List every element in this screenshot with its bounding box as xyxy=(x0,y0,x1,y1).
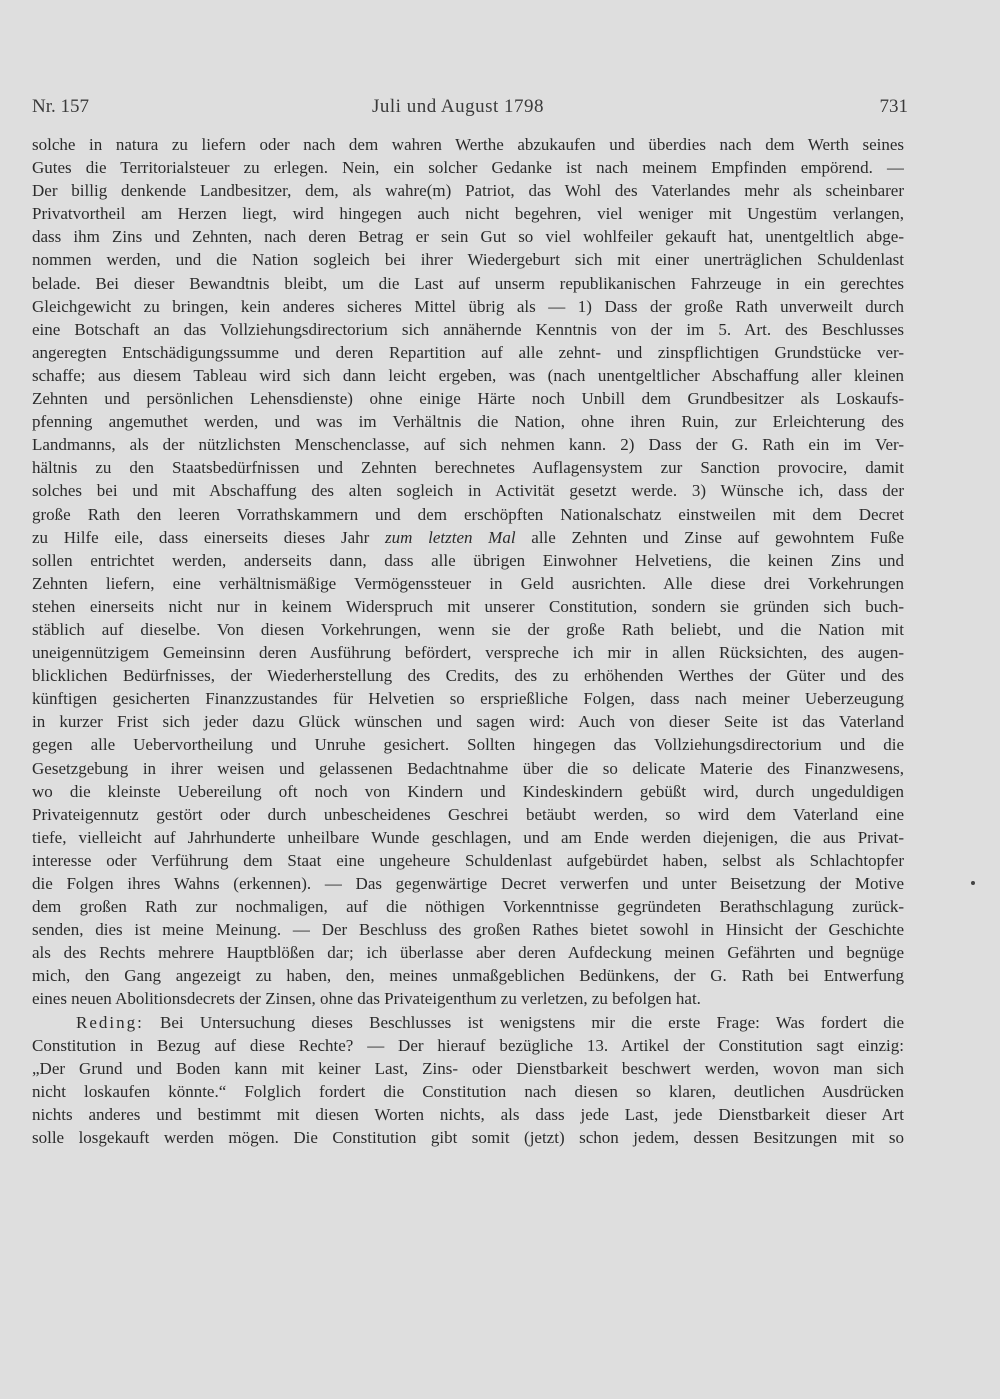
text-line: nichts anderes und bestimmt mit diesen Worten nichts, als dass jede Last, jede Dienstbarkeit dieser Art xyxy=(32,1104,904,1124)
text-line: dem großen Rath zur nochmaligen, auf die nöthigen Vorkenntnisse gegründeten Berathschlagung zurück- xyxy=(32,897,904,917)
page-header xyxy=(32,96,908,122)
text-line: senden, dies ist meine Meinung. — Der Beschluss des großen Rathes bietet sowohl in Hinsicht der Geschichte xyxy=(32,920,904,940)
text-line: die Folgen ihres Wahns (erkennen). — Das gegenwärtige Decret verwerfen und unter Beisetzung der Motive xyxy=(32,874,904,893)
text-line: pfenning angemuthet werden, und was im Verhältnis die Nation, ohne ihren Ruin, zur Erleichterung des xyxy=(32,412,904,432)
text-line: tiefe, vielleicht auf Jahrhunderte unheilbare Wunde geschlagen, und am Ende werden diejenigen, die aus Privat- xyxy=(32,827,904,847)
text-line: solche in natura zu liefern oder nach dem wahren Werthe abzukaufen und überdies nach dem Werth seines xyxy=(32,135,904,154)
text-line: belade. Bei dieser Bewandtnis bleibt, um die Last auf unserm republikanischen Fahrzeuge in ein gerechtes xyxy=(32,273,904,293)
text-line: gegen alle Uebervortheilung und Unruhe gesichert. Sollten hingegen das Vollziehungsdirectorium und die xyxy=(32,735,904,755)
text-line: nicht loskaufen könnte.“ Folglich fordert die Constitution nach diesen so klaren, deutlichen Ausdrücken xyxy=(32,1081,904,1101)
text-line: eine Botschaft an das Vollziehungsdirectorium sich annähernde Kenntnis von der im 5. Art. des Beschlusses xyxy=(32,319,904,339)
margin-mark xyxy=(971,881,975,885)
text-line: als des Rechts mehrere Hauptblößen dar; ich überlasse aber deren Aufdeckung meinen Gefährten und begnüge xyxy=(32,943,904,963)
text-line: Gutes die Territorialsteuer zu erlegen. Nein, ein solcher Gedanke ist nach meinem Empfinden empörend. — xyxy=(32,158,904,178)
text-line: Zehnten liefern, eine verhältnismäßige Vermögenssteuer in Geld ausrichten. Alle diese drei Vorkehrungen xyxy=(32,573,904,593)
text-line: uneigennützigem Gemeinsinn deren Ausführung befördert, verspreche ich mir in allen Rücksichten, des augen- xyxy=(32,643,904,663)
text-line: künftigen gesicherten Finanzzustandes für Helvetien so ersprießliche Folgen, dass nach meiner Ueberzeugung xyxy=(32,689,904,709)
text-line: Landmanns, als der nützlichsten Menschenclasse, auf sich nehmen kann. 2) Dass der G. Rath ein im Ver- xyxy=(32,435,904,455)
text-line: große Rath den leeren Vorrathskammern und dem erschöpften Nationalschatz einstweilen mit dem Decret xyxy=(32,504,904,524)
text-line xyxy=(32,526,904,549)
text-line: „Der Grund und Boden kann mit keiner Last, Zins- oder Dienstbarkeit beschwert werden, wovon man sich xyxy=(32,1058,904,1078)
text-line: interesse oder Verführung dem Staat eine ungeheure Schuldenlast aufgebürdet haben, selbst als Schlachtopfer xyxy=(32,850,904,870)
text-line: wo die kleinste Uebereilung oft noch von Kindern und Kindeskindern gebüßt wird, durch ungeduldigen xyxy=(32,781,904,801)
text-line: stehen einerseits nicht nur in keinem Widerspruch mit unserer Constitution, sondern sie gründen sich buch- xyxy=(32,596,904,616)
text-line: in kurzer Frist sich jeder dazu Glück wünschen und sagen wird: Auch von dieser Seite ist das Vaterland xyxy=(32,712,904,732)
text-line: mich, den Gang angezeigt zu haben, den, meines unmaßgeblichen Bedünkens, der G. Rath bei Entwerfung xyxy=(32,966,904,986)
text-line: blicklichen Bedürfnisses, der Wiederherstellung des Credits, des zu erhöhenden Werthes der Güter und des xyxy=(32,666,904,686)
running-title: Juli und August 1798 xyxy=(372,96,545,117)
text-segment: Bei Untersuchung dieses Beschlusses ist wenigstens mir die erste Frage: Was fordert die xyxy=(143,1012,904,1032)
text-line: Zehnten und persönlichen Lehensdienste) ohne einige Härte noch Unbill dem Grundbesitzer als Loskaufs- xyxy=(32,389,904,409)
italic-phrase: zum letzten Mal xyxy=(385,527,516,547)
text-segment: zu Hilfe eile, dass einerseits dieses Jahr xyxy=(32,527,386,547)
text-line: eines neuen Abolitionsdecrets der Zinsen, ohne das Privateigenthum zu verletzen, zu befolgen hat. xyxy=(32,989,701,1009)
text-line: schaffe; aus diesem Tableau wird sich dann leicht ergeben, was (nach unentgeltlicher Abschaffung aller kleinen xyxy=(32,365,904,385)
text-line: hältnis zu den Staatsbedürfnissen und Zehnten berechnetes Auflagensystem zur Sanction provocire, damit xyxy=(32,458,904,478)
text-line: Privatvortheil am Herzen liegt, wird hingegen auch nicht begehren, viel weniger mit Ungestüm verlangen, xyxy=(32,204,904,224)
speaker-name: Reding: xyxy=(76,1012,144,1032)
text-line: stäblich auf dieselbe. Von diesen Vorkehrungen, wenn sie der große Rath beliebt, und die Nation mit xyxy=(32,619,904,639)
page-number: 731 xyxy=(879,96,908,117)
body-text xyxy=(32,133,904,1149)
text-line: solches bei und mit Abschaffung des alten sogleich in Activität gesetzt werde. 3) Wünsche ich, dass der xyxy=(32,481,904,501)
text-line: solle losgekauft werden mögen. Die Constitution gibt somit (jetzt) schon jedem, dessen Besitzungen mit so xyxy=(32,1128,904,1148)
text-line: Gleichgewicht zu bringen, kein anderes sicheres Mittel übrig als — 1) Dass der große Rath unverweilt durch xyxy=(32,296,904,316)
issue-number: Nr. 157 xyxy=(32,96,89,117)
text-line: Privateigennutz gestört oder durch unbescheidenes Geschrei betäubt werden, so wird dem Vaterland eine xyxy=(32,804,904,824)
text-line: angeregten Entschädigungssumme und deren Repartition auf alle zehnt- und zinspflichtigen Grundstücke ver- xyxy=(32,342,904,362)
text-line: sollen entrichtet werden, anderseits dann, dass alle übrigen Einwohner Helvetiens, die keinen Zins und xyxy=(32,550,904,570)
text-segment: alle Zehnten und Zinse auf gewohntem Fuße xyxy=(515,527,904,547)
text-line: Constitution in Bezug auf diese Rechte? — Der hierauf bezügliche 13. Artikel der Constitution sagt einzig: xyxy=(32,1035,904,1055)
text-line: nommen werden, und die Nation sogleich bei ihrer Wiedergeburt sich mit einer unerträglichen Schuldenlast xyxy=(32,250,904,270)
text-line: Der billig denkende Landbesitzer, dem, als wahre(m) Patriot, das Wohl des Vaterlandes mehr als scheinbarer xyxy=(32,181,904,201)
text-line xyxy=(32,1011,904,1034)
text-line: Gesetzgebung in ihrer weisen und gelassenen Bedachtnahme über die so delicate Materie des Finanzwesens, xyxy=(32,758,904,778)
text-line: dass ihm Zins und Zehnten, nach deren Betrag er sein Gut so viel wohlfeiler gekauft hat, unentgeltlich abge- xyxy=(32,227,904,247)
